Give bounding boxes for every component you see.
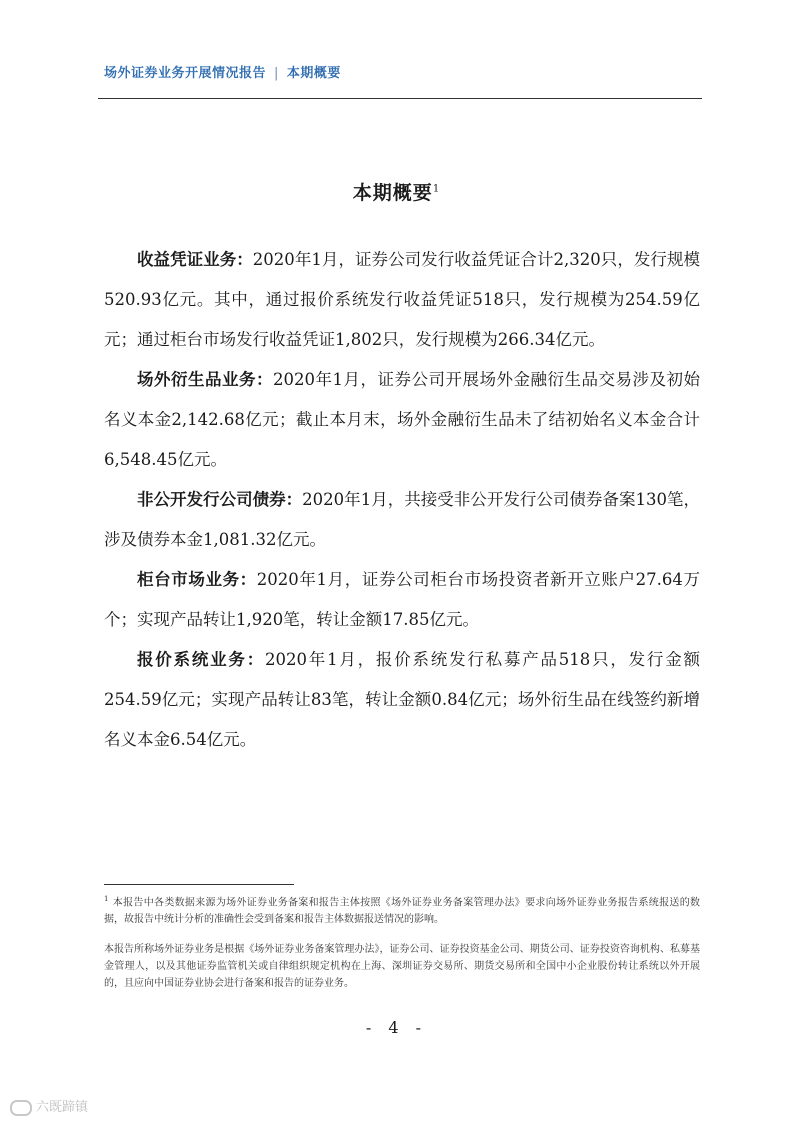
paragraph-label: 收益凭证业务： [137, 250, 253, 269]
page-number: - 4 - [365, 1018, 428, 1037]
header-rule [98, 98, 702, 99]
paragraph-text: 2020年1月，报价系统发行私募产品518只，发行金额254.59亿元；实现产品转让83笔，转让金额0.84亿元；场外衍生品在线签约新增名义本金6.54亿元。 [104, 650, 701, 749]
footnote-text: 本报告中各类数据来源为场外证券业务备案和报告主体按照《场外证券业务备案管理办法》要求向场外证券业务报告系统报送的数据，故报告中统计分析的准确性会受到备案和报告主体数据报送情况的影响。 [104, 897, 700, 926]
paragraph-label: 报价系统业务： [137, 650, 266, 669]
watermark-logo-icon [10, 1100, 32, 1116]
paragraph-label: 柜台市场业务： [137, 570, 257, 589]
running-header [104, 62, 341, 81]
footnote-mark: 1 [104, 895, 109, 903]
paragraph-text: 2020年1月，证券公司柜台市场投资者新开立账户27.64万个；实现产品转让1,920笔，转让金额17.85亿元。 [104, 570, 700, 629]
footnote-rule [104, 884, 294, 885]
footnote-1 [104, 891, 700, 928]
paragraph-text: 2020年1月，共接受非公开发行公司债券备案130笔，涉及债券本金1,081.32亿元。 [104, 490, 701, 549]
paragraph-private-bonds [104, 480, 700, 560]
page-title-text: 本期概要 [352, 182, 433, 204]
title-footnote-ref: 1 [432, 183, 441, 195]
paragraph-text: 2020年1月，证券公司发行收益凭证合计2,320只，发行规模520.93亿元。其中，通过报价系统发行收益凭证518只，发行规模为254.59亿元；通过柜台市场发行收益凭证1,802只，发行规模为266.34亿元。 [104, 250, 700, 349]
page-title [0, 178, 793, 205]
paragraph-label: 非公开发行公司债券： [137, 490, 303, 509]
paragraph-income-certificate [104, 240, 700, 360]
watermark-text: 六既蹄镇 [36, 1100, 89, 1115]
header-separator: | [274, 66, 279, 81]
paragraph-otc-derivatives [104, 360, 700, 480]
footnote-2 [104, 941, 700, 992]
section-title: 本期概要 [286, 66, 341, 81]
watermark [10, 1096, 88, 1116]
paragraph-quotation-system [104, 640, 700, 760]
paragraph-counter-market [104, 560, 700, 640]
paragraph-label: 场外衍生品业务： [137, 370, 273, 389]
summary-content [104, 240, 700, 760]
footnote-text: 本报告所称场外证券业务是根据《场外证券业务备案管理办法》，证券公司、证券投资基金公司、期货公司、证券投资咨询机构、私募基金管理人，以及其他证券监管机关或自律组织规定机构在上海、深圳证券交易所、期货交易所和全国中小企业股份转让系统以外开展的，且应向中国证券业协会进行备案和报告的证券业务。 [104, 944, 700, 989]
report-title: 场外证券业务开展情况报告 [104, 66, 267, 81]
paragraph-text: 2020年1月，证券公司开展场外金融衍生品交易涉及初始名义本金2,142.68亿元；截止本月末，场外金融衍生品未了结初始名义本金合计6,548.45亿元。 [104, 370, 700, 469]
